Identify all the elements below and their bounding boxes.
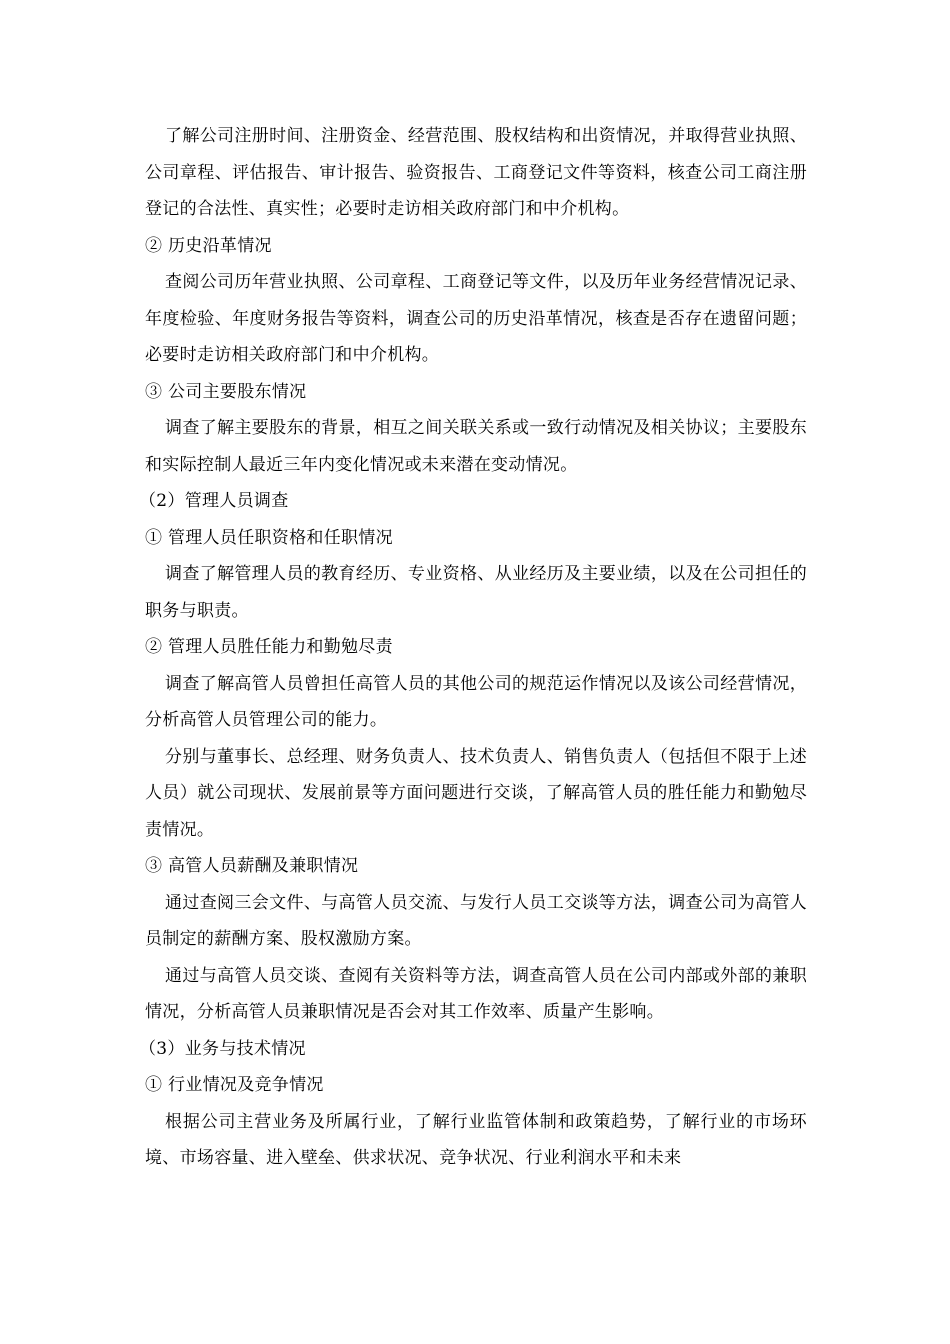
paragraph-management-competence-2: 分别与董事长、总经理、财务负责人、技术负责人、销售负责人（包括但不限于上述人员）就公司现状、发展前景等方面问题进行交谈，了解高管人员的胜任能力和勤勉尽责情况。 bbox=[145, 746, 807, 840]
paragraph-shareholders: 调查了解主要股东的背景，相互之间关联关系或一致行动情况及相关协议；主要股东和实际控制人最近三年内变化情况或未来潜在变动情况。 bbox=[145, 418, 807, 475]
heading-management-competence: ② 管理人员胜任能力和勤勉尽责 bbox=[145, 637, 393, 657]
paragraph-management-qualification: 调查了解管理人员的教育经历、专业资格、从业经历及主要业绩，以及在公司担任的职务与职责。 bbox=[145, 564, 807, 621]
heading-industry: ① 行业情况及竞争情况 bbox=[145, 1075, 324, 1095]
paragraph-industry: 根据公司主营业务及所属行业，了解行业监管体制和政策趋势，了解行业的市场环境、市场容量、进入壁垒、供求状况、竞争状况、行业利润水平和未来 bbox=[145, 1111, 807, 1168]
heading-compensation: ③ 高管人员薪酬及兼职情况 bbox=[145, 856, 359, 876]
heading-shareholders: ③ 公司主要股东情况 bbox=[145, 381, 307, 402]
heading-management-qualification: ① 管理人员任职资格和任职情况 bbox=[145, 527, 393, 548]
paragraph-history: 查阅公司历年营业执照、公司章程、工商登记等文件，以及历年业务经营情况记录、年度检验、年度财务报告等资料，调查公司的历史沿革情况，核查是否存在遗留问题；必要时走访相关政府部门和中介机构。 bbox=[145, 272, 807, 365]
section-heading-business: （3）业务与技术情况 bbox=[139, 1038, 306, 1059]
paragraph-management-competence-1: 调查了解高管人员曾担任高管人员的其他公司的规范运作情况以及该公司经营情况，分析高管人员管理公司的能力。 bbox=[145, 673, 807, 730]
paragraph-registration: 了解公司注册时间、注册资金、经营范围、股权结构和出资情况，并取得营业执照、公司章程、评估报告、审计报告、验资报告、工商登记文件等资料，核查公司工商注册登记的合法性、真实性；必要时走访相关政府部门和中介机构。 bbox=[145, 126, 807, 219]
document-body bbox=[139, 118, 807, 1177]
paragraph-compensation-2: 通过与高管人员交谈、查阅有关资料等方法，调查高管人员在公司内部或外部的兼职情况，分析高管人员兼职情况是否会对其工作效率、质量产生影响。 bbox=[145, 965, 807, 1022]
paragraph-compensation-1: 通过查阅三会文件、与高管人员交流、与发行人员工交谈等方法，调查公司为高管人员制定的薪酬方案、股权激励方案。 bbox=[145, 892, 807, 949]
section-heading-management: （2）管理人员调查 bbox=[139, 491, 289, 511]
heading-history: ② 历史沿革情况 bbox=[145, 235, 272, 256]
